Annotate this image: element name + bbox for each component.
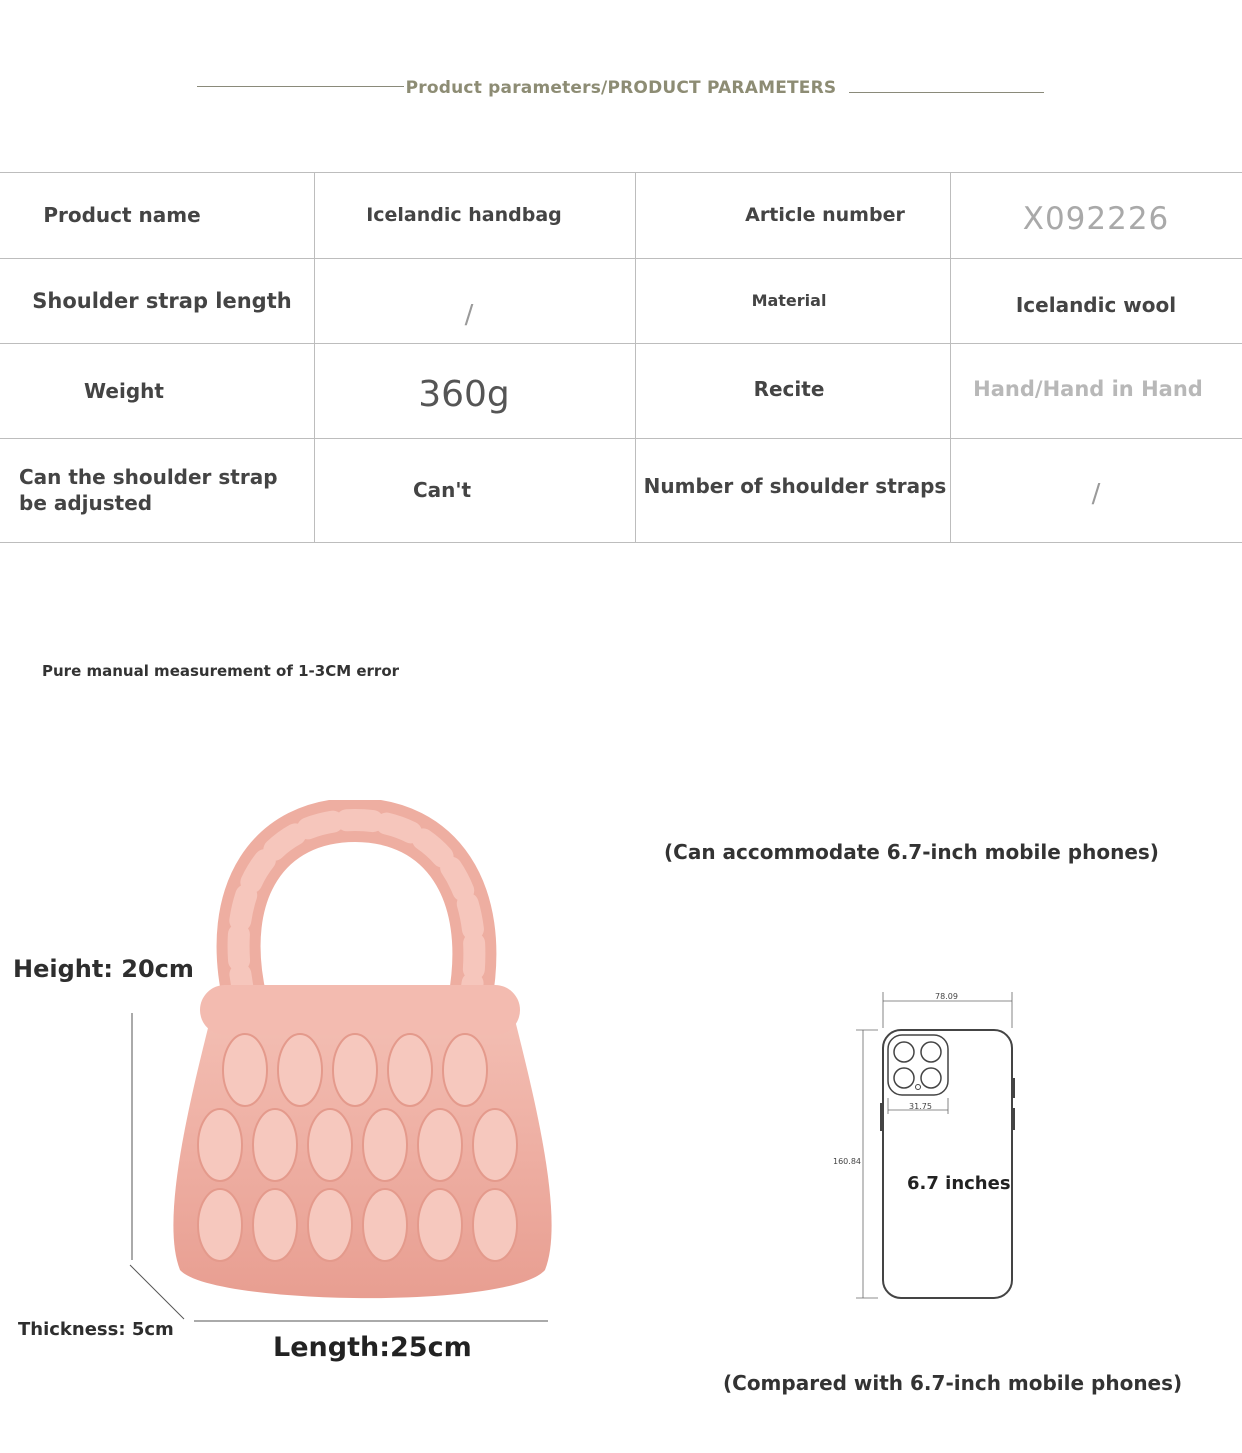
- thickness-label: Thickness: 5cm: [18, 1319, 174, 1340]
- article-number-value: X092226: [1022, 201, 1170, 237]
- section-title: Product parameters/PRODUCT PARAMETERS: [405, 78, 837, 98]
- param-label: Can the shoulder strap be adjusted: [19, 465, 278, 515]
- param-value: Hand/Hand in Hand: [973, 376, 1203, 401]
- param-label: Product name: [43, 203, 201, 227]
- table-row: [0, 438, 1242, 542]
- param-label: Material: [751, 291, 827, 310]
- parameters-table: [0, 172, 1242, 543]
- param-label: Number of shoulder straps: [643, 474, 947, 498]
- param-value: Icelandic handbag: [366, 204, 562, 226]
- param-value: /: [464, 299, 474, 330]
- param-value: Icelandic wool: [1015, 292, 1177, 317]
- phone-height-dim: 160.84: [833, 1157, 861, 1166]
- phone-compare-caption: (Compared with 6.7-inch mobile phones): [723, 1371, 1183, 1395]
- phone-diagram: [828, 988, 1028, 1308]
- param-value: /: [1091, 479, 1101, 509]
- dimension-lines: [120, 1005, 560, 1330]
- param-label: Shoulder strap length: [32, 288, 292, 313]
- phone-capacity-caption: (Can accommodate 6.7-inch mobile phones): [664, 840, 1159, 864]
- table-row: [0, 258, 1242, 343]
- table-row: [0, 172, 1242, 258]
- measurement-note: Pure manual measurement of 1-3CM error: [42, 662, 400, 680]
- phone-width-dim: 78.09: [935, 992, 958, 1001]
- param-label: Weight: [84, 378, 164, 403]
- param-value: Can't: [412, 478, 472, 502]
- param-label: Article number: [745, 204, 905, 226]
- table-row: [0, 343, 1242, 438]
- phone-size-label: 6.7 inches: [907, 1173, 1011, 1194]
- header-line-left: [197, 86, 404, 87]
- height-label: Height: 20cm: [13, 955, 194, 983]
- weight-value: 360g: [418, 374, 510, 415]
- header-line-right: [849, 92, 1044, 93]
- param-label: Recite: [753, 376, 825, 401]
- phone-camera-dim: 31.75: [909, 1102, 932, 1111]
- length-label: Length:25cm: [273, 1332, 472, 1363]
